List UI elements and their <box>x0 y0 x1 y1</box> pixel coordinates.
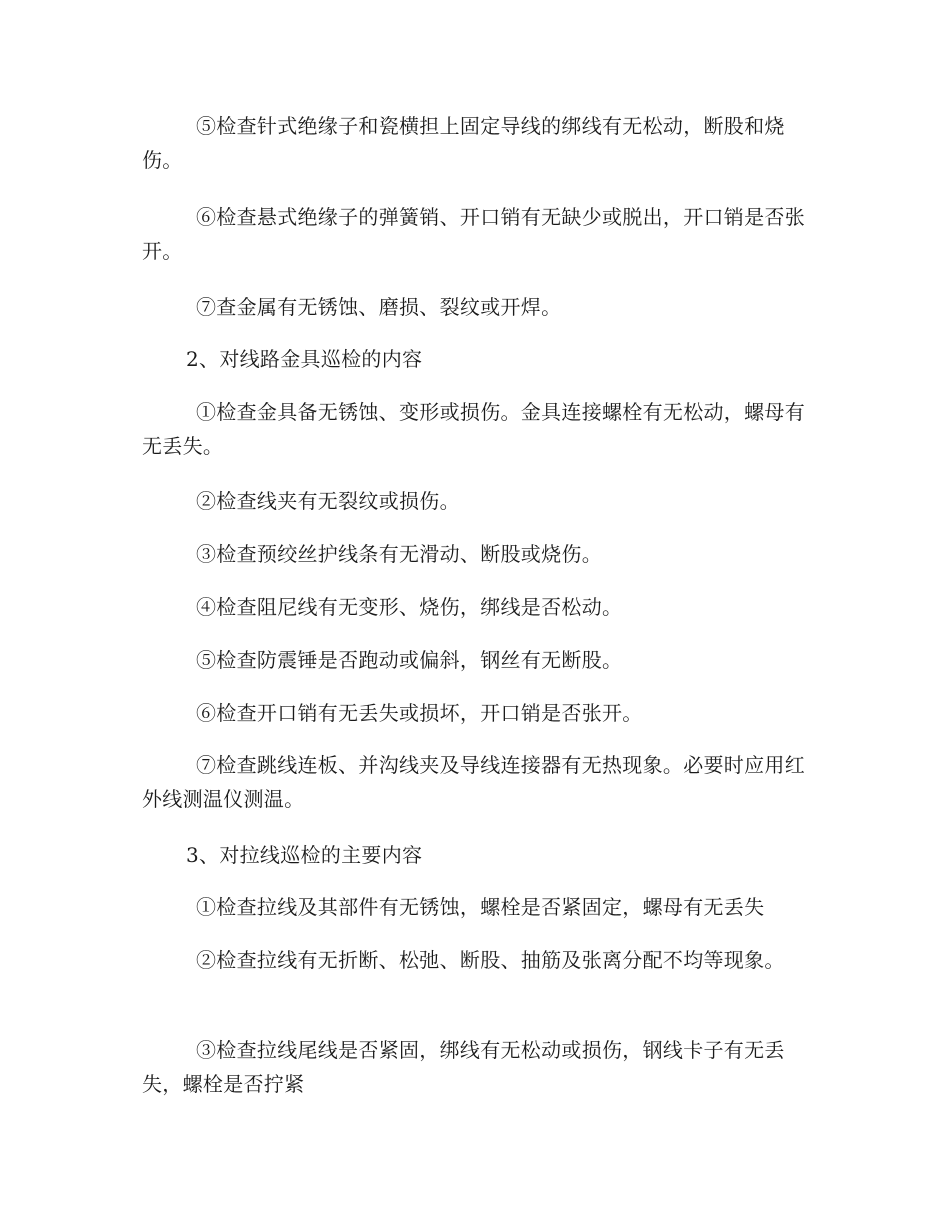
paragraph-fittings-7: ⑦检查跳线连板、并沟线夹及导线连接器有无热现象。必要时应用红外线测温仪测温。 <box>142 753 805 811</box>
paragraph-insulator-5: ⑤检查针式绝缘子和瓷横担上固定导线的绑线有无松动，断股和烧伤。 <box>142 114 785 172</box>
section-heading-guy-wire: 3、对拉线巡检的主要内容 <box>186 843 423 867</box>
paragraph-fittings-5: ⑤检查防震锤是否跑动或偏斜，钢丝有无断股。 <box>196 648 623 672</box>
paragraph-insulator-6: ⑥检查悬式绝缘子的弹簧销、开口销有无缺少或脱出，开口销是否张开。 <box>142 205 805 263</box>
paragraph-fittings-1: ①检查金具备无锈蚀、变形或损伤。金具连接螺栓有无松动，螺母有无丢失。 <box>142 400 805 458</box>
paragraph-fittings-6: ⑥检查开口销有无丢失或损坏，开口销是否张开。 <box>196 701 643 725</box>
paragraph-guy-wire-1: ①检查拉线及其部件有无锈蚀，螺栓是否紧固定，螺母有无丢失 <box>196 895 765 919</box>
paragraph-guy-wire-2: ②检查拉线有无折断、松弛、断股、抽筋及张离分配不均等现象。 <box>196 948 785 972</box>
paragraph-guy-wire-3: ③检查拉线尾线是否紧固，绑线有无松动或损伤，钢线卡子有无丢失，螺栓是否拧紧 <box>142 1038 785 1096</box>
paragraph-fittings-2: ②检查线夹有无裂纹或损伤。 <box>196 489 460 513</box>
paragraph-fittings-4: ④检查阻尼线有无变形、烧伤，绑线是否松动。 <box>196 595 623 619</box>
section-heading-fittings: 2、对线路金具巡检的内容 <box>186 347 423 371</box>
paragraph-insulator-7: ⑦查金属有无锈蚀、磨损、裂纹或开焊。 <box>196 295 562 319</box>
paragraph-fittings-3: ③检查预绞丝护线条有无滑动、断股或烧伤。 <box>196 542 602 566</box>
